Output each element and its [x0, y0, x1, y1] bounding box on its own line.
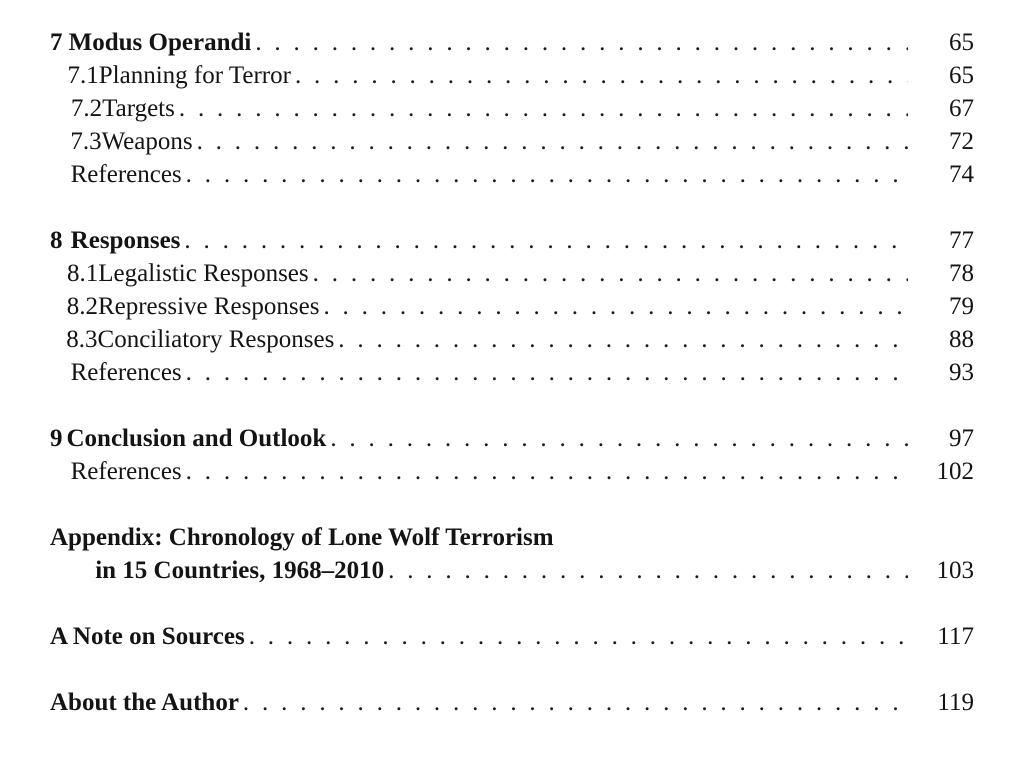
toc-section-8-3[interactable] — [50, 323, 974, 356]
section-number: 8.2 — [66, 293, 98, 320]
chapter-title: Conclusion and Outlook — [66, 425, 327, 452]
sources-title: A Note on Sources — [50, 623, 245, 650]
page-number: 79 — [949, 293, 974, 320]
toc-about-author[interactable] — [50, 686, 974, 719]
toc-appendix[interactable] — [50, 554, 974, 587]
page-number: 119 — [937, 689, 974, 716]
dot-leader — [184, 224, 908, 257]
page-number: 97 — [949, 425, 974, 452]
toc-section-8-2[interactable] — [50, 290, 974, 323]
dot-leader — [243, 686, 908, 719]
page-number: 65 — [949, 29, 974, 56]
section-title: Planning for Terror — [98, 62, 291, 89]
chapter-title: Modus Operandi — [68, 29, 252, 56]
dot-leader — [186, 455, 908, 488]
page-number: 67 — [949, 95, 974, 122]
dot-leader — [295, 59, 908, 92]
table-of-contents — [50, 26, 974, 719]
dot-leader — [197, 125, 908, 158]
dot-leader — [186, 158, 908, 191]
dot-leader — [330, 422, 908, 455]
page-number: 102 — [936, 458, 974, 485]
section-title: Targets — [102, 95, 175, 122]
references-title: References — [70, 359, 182, 386]
toc-section-7-2[interactable] — [50, 92, 974, 125]
chapter-number: 8 — [50, 227, 63, 254]
toc-chapter-8[interactable] — [50, 224, 974, 257]
chapter-number: 7 — [50, 29, 63, 56]
page-number: 65 — [949, 62, 974, 89]
toc-references-8[interactable] — [50, 356, 974, 389]
section-title: Repressive Responses — [97, 293, 320, 320]
toc-references-9[interactable] — [50, 455, 974, 488]
chapter-number: 9 — [50, 425, 63, 452]
page-number: 93 — [949, 359, 974, 386]
page-number: 72 — [949, 128, 974, 155]
page-number: 117 — [937, 623, 974, 650]
page-number: 78 — [949, 260, 974, 287]
section-title: Weapons — [101, 128, 193, 155]
page-number: 103 — [936, 557, 974, 584]
toc-chapter-9[interactable] — [50, 422, 974, 455]
dot-leader — [179, 92, 908, 125]
toc-references-7[interactable] — [50, 158, 974, 191]
section-number: 8.1 — [67, 260, 99, 287]
dot-leader — [255, 26, 908, 59]
dot-leader — [313, 257, 908, 290]
chapter-title: Responses — [70, 227, 181, 254]
references-title: References — [70, 161, 182, 188]
toc-section-8-1[interactable] — [50, 257, 974, 290]
toc-chapter-7[interactable] — [50, 26, 974, 59]
dot-leader — [323, 290, 908, 323]
toc-appendix-title-line1[interactable]: Appendix: Chronology of Lone Wolf Terrorism — [50, 524, 554, 551]
section-number: 7.2 — [70, 95, 103, 122]
toc-section-7-1[interactable] — [50, 59, 974, 92]
author-title: About the Author — [50, 689, 239, 716]
appendix-title-line2: in 15 Countries, 1968–2010 — [95, 557, 385, 584]
section-title: Conciliatory Responses — [97, 326, 335, 353]
dot-leader — [249, 620, 908, 653]
dot-leader — [388, 554, 908, 587]
section-number: 7.1 — [67, 62, 99, 89]
page-number: 88 — [949, 326, 974, 353]
page-number: 74 — [949, 161, 974, 188]
references-title: References — [70, 458, 182, 485]
dot-leader — [186, 356, 908, 389]
section-number: 8.3 — [66, 326, 98, 353]
section-title: Legalistic Responses — [98, 260, 309, 287]
page-number: 77 — [949, 227, 974, 254]
toc-section-7-3[interactable] — [50, 125, 974, 158]
toc-note-on-sources[interactable] — [50, 620, 974, 653]
dot-leader — [338, 323, 908, 356]
section-number: 7.3 — [70, 128, 102, 155]
